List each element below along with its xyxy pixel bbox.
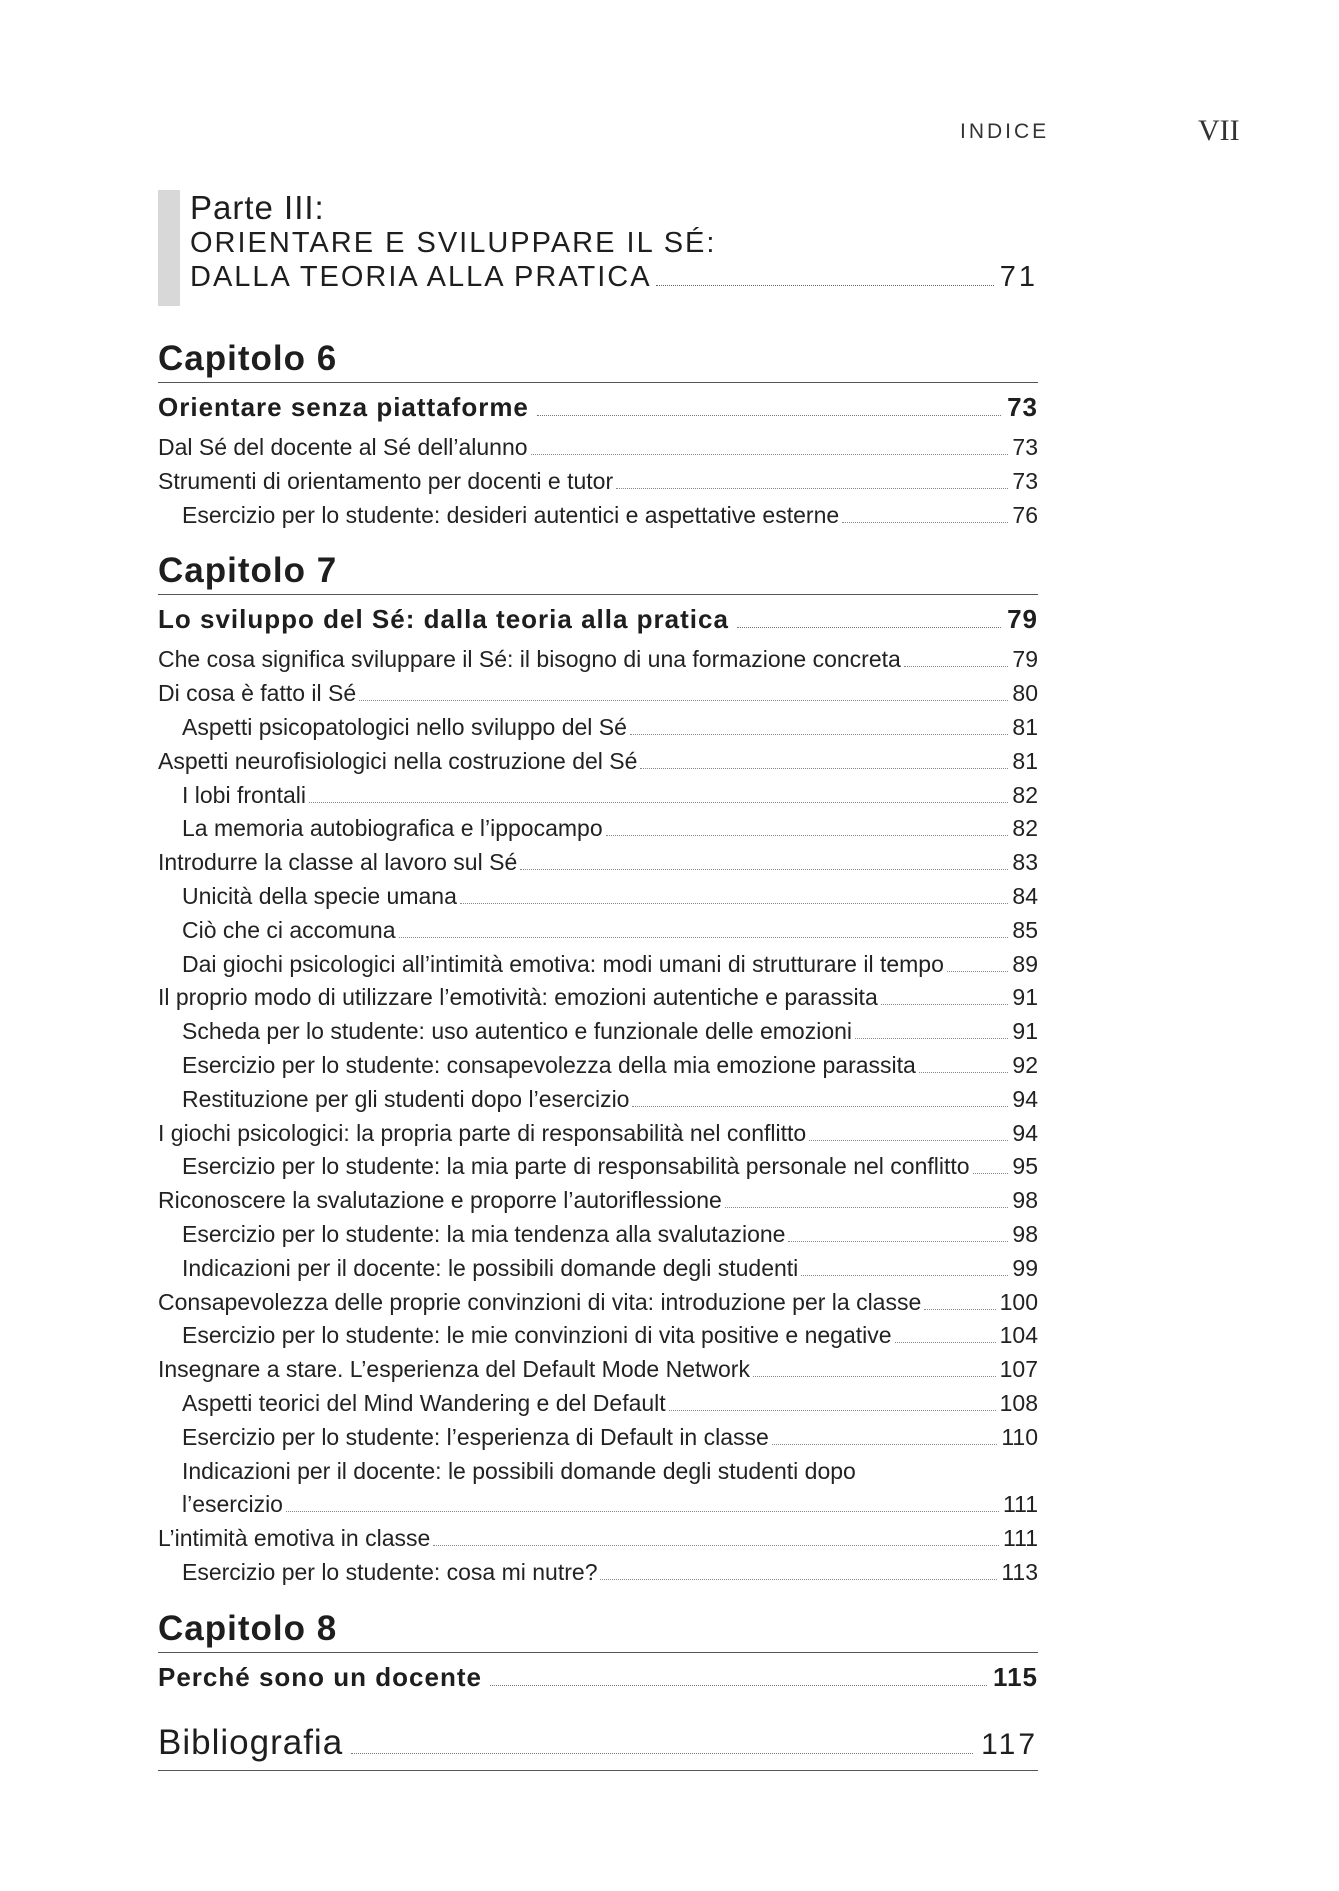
entry-title-line1: Indicazioni per il docente: le possibili domande degli studenti dopo <box>182 1457 856 1484</box>
chapter-title: Capitolo 6 <box>158 340 1038 383</box>
toc-entry <box>158 1319 1038 1353</box>
toc-entry <box>158 499 1038 533</box>
toc-entry <box>158 1117 1038 1151</box>
entry-title: Unicità della specie umana <box>182 882 457 909</box>
entry-page: 94 <box>1012 1085 1038 1112</box>
leader-dots <box>351 1753 973 1754</box>
chapter-6 <box>158 340 1038 532</box>
leader-dots <box>460 903 1009 904</box>
part-page: 71 <box>999 261 1038 293</box>
leader-dots <box>640 768 1008 769</box>
entry-title: Riconoscere la svalutazione e proporre l’autoriflessione <box>158 1187 722 1214</box>
entry-title: Dai giochi psicologici all’intimità emotiva: modi umani di strutturare il tempo <box>182 950 944 977</box>
toc-entry <box>158 745 1038 779</box>
entry-title: Aspetti neurofisiologici nella costruzione del Sé <box>158 747 638 774</box>
section-page: 73 <box>1007 392 1038 422</box>
chapter-title: Capitolo 8 <box>158 1610 1038 1653</box>
toc-entry <box>158 677 1038 711</box>
toc-entry <box>158 1150 1038 1184</box>
toc-entry <box>158 1049 1038 1083</box>
entry-title: Il proprio modo di utilizzare l’emotività: emozioni autentiche e parassita <box>158 984 878 1011</box>
entry-page: 73 <box>1012 434 1038 460</box>
toc-entry <box>158 1252 1038 1286</box>
entry-page: 98 <box>1012 1187 1038 1214</box>
entry-title-line2: l’esercizio <box>182 1491 283 1518</box>
entry-title: Esercizio per lo studente: l’esperienza di Default in classe <box>182 1423 769 1450</box>
entry-title: Indicazioni per il docente: le possibili domande degli studenti <box>182 1254 799 1281</box>
section-heading <box>158 1659 1038 1695</box>
section-title: Orientare senza piattaforme <box>158 392 529 422</box>
toc-entry <box>158 1522 1038 1556</box>
entry-page: 100 <box>999 1288 1038 1315</box>
entry-page: 92 <box>1012 1051 1038 1078</box>
entry-page: 94 <box>1012 1119 1038 1146</box>
leader-dots <box>669 1410 996 1411</box>
entry-page: 79 <box>1012 646 1038 673</box>
leader-dots <box>947 971 1009 972</box>
toc-entry <box>158 1353 1038 1387</box>
entry-page: 95 <box>1012 1153 1038 1180</box>
leader-dots <box>531 454 1009 455</box>
leader-dots <box>606 835 1009 836</box>
toc-entry <box>158 1387 1038 1421</box>
entry-page: 111 <box>1003 1525 1038 1552</box>
toc-entry <box>158 1286 1038 1320</box>
leader-dots <box>919 1072 1009 1073</box>
part-title-row <box>190 260 1038 294</box>
leader-dots <box>399 937 1009 938</box>
section-heading <box>158 389 1038 425</box>
entry-page: 107 <box>999 1356 1038 1383</box>
toc-entry <box>158 711 1038 745</box>
leader-dots <box>632 1106 1008 1107</box>
entry-title: I giochi psicologici: la propria parte di responsabilità nel conflitto <box>158 1119 807 1146</box>
entry-title: Strumenti di orientamento per docenti e tutor <box>158 467 614 494</box>
part-heading <box>158 190 1038 306</box>
entry-title: Consapevolezza delle proprie convinzioni di vita: introduzione per la classe <box>158 1288 922 1315</box>
section-title: Lo sviluppo del Sé: dalla teoria alla pratica <box>158 604 729 635</box>
entry-title: Dal Sé del docente al Sé dell’alunno <box>158 434 528 460</box>
entry-page: 82 <box>1012 781 1038 808</box>
part-title-line1: ORIENTARE E SVILUPPARE IL SÉ: <box>190 227 717 259</box>
leader-dots <box>895 1342 996 1343</box>
toc-entry <box>158 914 1038 948</box>
section-page: 115 <box>993 1661 1038 1692</box>
part-label: Parte III: <box>190 189 325 226</box>
toc-entry <box>158 1083 1038 1117</box>
entry-title: Insegnare a stare. L’esperienza del Default Mode Network <box>158 1356 750 1383</box>
entry-title: Esercizio per lo studente: desideri autentici e aspettative esterne <box>182 501 840 528</box>
entry-title: Esercizio per lo studente: la mia parte di responsabilità personale nel conflitto <box>182 1153 970 1180</box>
entry-page: 98 <box>1012 1220 1038 1247</box>
leader-dots <box>725 1207 1009 1208</box>
leader-dots <box>842 522 1008 523</box>
entry-title: Aspetti psicopatologici nello sviluppo del Sé <box>182 713 627 740</box>
toc-entry <box>158 779 1038 813</box>
leader-dots <box>656 285 994 286</box>
leader-dots <box>801 1275 1008 1276</box>
entry-page: 91 <box>1012 1018 1038 1045</box>
leader-dots <box>520 869 1008 870</box>
toc-entry <box>158 880 1038 914</box>
leader-dots <box>359 700 1008 701</box>
leader-dots <box>753 1376 996 1377</box>
leader-dots <box>855 1038 1008 1039</box>
leader-dots <box>924 1309 995 1310</box>
part-title-line2: DALLA TEORIA ALLA PRATICA <box>190 261 652 293</box>
toc-entry <box>158 846 1038 880</box>
toc-entry <box>158 1218 1038 1252</box>
entry-page: 89 <box>1012 950 1038 977</box>
entry-page: 81 <box>1012 713 1038 740</box>
entry-page: 104 <box>999 1322 1038 1349</box>
entry-title: Aspetti teorici del Mind Wandering e del Default <box>182 1389 666 1416</box>
leader-dots <box>600 1579 997 1580</box>
leader-dots <box>788 1241 1008 1242</box>
section-heading <box>158 601 1038 637</box>
entry-page: 108 <box>999 1389 1038 1416</box>
toc-entry <box>158 1015 1038 1049</box>
toc-entry <box>158 465 1038 499</box>
toc-entry <box>158 812 1038 846</box>
toc-entry <box>158 1556 1038 1590</box>
entry-title: Scheda per lo studente: uso autentico e funzionale delle emozioni <box>182 1018 853 1045</box>
leader-dots <box>904 666 1009 667</box>
entry-title: Introdurre la classe al lavoro sul Sé <box>158 849 518 876</box>
section-page: 79 <box>1007 604 1038 635</box>
table-of-contents <box>158 190 1038 1771</box>
toc-entry <box>158 1421 1038 1455</box>
leader-dots <box>809 1140 1008 1141</box>
chapter-7 <box>158 552 1038 1589</box>
toc-entry <box>158 1455 1038 1523</box>
leader-dots <box>537 415 1001 416</box>
running-head: INDICE <box>960 120 1050 143</box>
toc-entry <box>158 1184 1038 1218</box>
bibliography-title: Bibliografia <box>158 1722 344 1762</box>
toc-entry <box>158 643 1038 677</box>
leader-dots <box>286 1511 999 1512</box>
entry-title: L’intimità emotiva in classe <box>158 1525 431 1552</box>
toc-entry <box>158 981 1038 1015</box>
leader-dots <box>973 1173 1009 1174</box>
entry-page: 111 <box>1003 1491 1038 1518</box>
chapter-title: Capitolo 7 <box>158 552 1038 595</box>
entry-title: Restituzione per gli studenti dopo l’esercizio <box>182 1085 630 1112</box>
entry-page: 73 <box>1012 467 1038 494</box>
leader-dots <box>309 802 1008 803</box>
bibliography-page: 117 <box>981 1727 1038 1761</box>
leader-dots <box>737 627 1001 628</box>
leader-dots <box>616 488 1008 489</box>
entry-page: 83 <box>1012 849 1038 876</box>
entry-page: 76 <box>1012 501 1038 528</box>
entry-title: Di cosa è fatto il Sé <box>158 680 357 707</box>
leader-dots <box>433 1545 999 1546</box>
leader-dots <box>772 1444 998 1445</box>
entry-title: I lobi frontali <box>182 781 307 808</box>
entry-title: Esercizio per lo studente: le mie convinzioni di vita positive e negative <box>182 1322 892 1349</box>
entry-page: 80 <box>1012 680 1038 707</box>
entry-title: Esercizio per lo studente: cosa mi nutre? <box>182 1558 598 1585</box>
entry-title: La memoria autobiografica e l’ippocampo <box>182 815 603 842</box>
leader-dots <box>490 1685 987 1686</box>
chapter-8 <box>158 1610 1038 1695</box>
entry-title: Ciò che ci accomuna <box>182 916 396 943</box>
leader-dots <box>630 734 1008 735</box>
entry-page: 85 <box>1012 916 1038 943</box>
entry-title: Esercizio per lo studente: la mia tendenza alla svalutazione <box>182 1220 786 1247</box>
leader-dots <box>881 1004 1009 1005</box>
entry-page: 82 <box>1012 815 1038 842</box>
entry-page: 99 <box>1012 1254 1038 1281</box>
entry-title: Che cosa significa sviluppare il Sé: il bisogno di una formazione concreta <box>158 646 901 673</box>
entry-page: 113 <box>1001 1558 1038 1585</box>
entry-page: 84 <box>1012 882 1038 909</box>
toc-entry <box>158 431 1038 465</box>
entry-page: 91 <box>1012 984 1038 1011</box>
entry-page: 81 <box>1012 747 1038 774</box>
toc-entry <box>158 948 1038 982</box>
entry-page: 110 <box>1001 1423 1038 1450</box>
section-title: Perché sono un docente <box>158 1661 482 1692</box>
bibliography-heading <box>158 1723 1038 1771</box>
entry-title: Esercizio per lo studente: consapevolezza della mia emozione parassita <box>182 1051 916 1078</box>
page-number: VII <box>1198 114 1240 147</box>
